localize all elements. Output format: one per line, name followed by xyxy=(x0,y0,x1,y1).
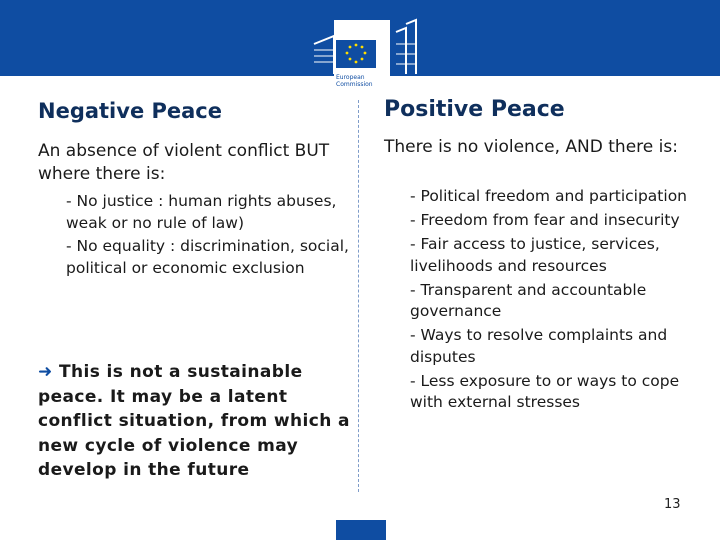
list-item: - Ways to resolve complaints and disputes xyxy=(410,326,668,366)
positive-peace-title: Positive Peace xyxy=(384,97,565,122)
negative-peace-list xyxy=(66,191,351,281)
list-item: - Less exposure to or ways to cope with external stresses xyxy=(410,371,680,411)
negative-peace-intro: An absence of violent conflict BUT where there is: xyxy=(38,141,330,184)
list-item: - No justice : human rights abuses, weak or no rule of law) xyxy=(66,192,337,232)
page-number: 13 xyxy=(664,497,681,512)
ec-label: European Commission xyxy=(336,74,373,88)
callout-body: This is not a sustainable peace. It may be a latent conflict situation, from which a new cycle of violence may develop in the future xyxy=(38,362,350,480)
column-divider xyxy=(358,100,360,492)
footer-bar xyxy=(336,520,386,540)
list-item: - No equality : discrimination, social, political or economic exclusion xyxy=(66,237,349,277)
list-item: - Transparent and accountable governance xyxy=(410,280,647,320)
positive-peace-list xyxy=(410,186,700,416)
list-item: - Freedom from fear and insecurity xyxy=(410,211,680,229)
positive-peace-intro: There is no violence, AND there is: xyxy=(384,137,678,157)
building-graphic-icon xyxy=(310,14,420,74)
callout-text xyxy=(38,360,350,483)
arrow-right-icon: ➜ xyxy=(38,362,53,382)
negative-peace-title: Negative Peace xyxy=(38,99,222,123)
list-item: - Fair access to justice, services, livelihoods and resources xyxy=(410,235,660,275)
list-item: - Political freedom and participation xyxy=(410,187,687,205)
